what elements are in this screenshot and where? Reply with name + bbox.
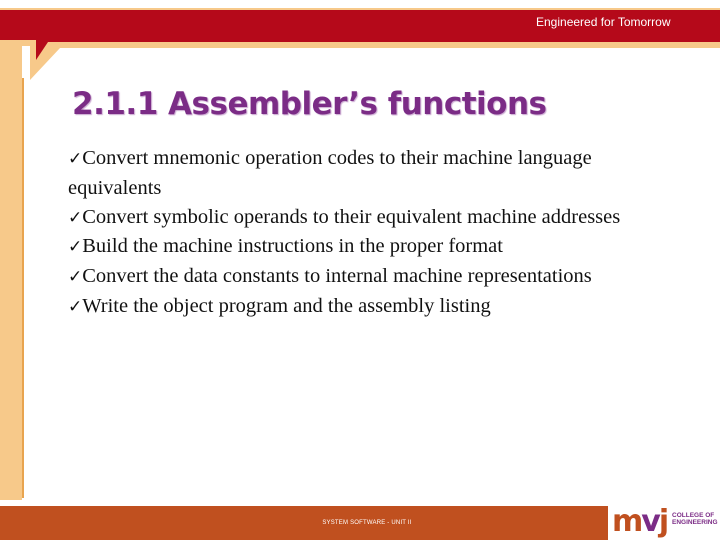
check-icon: ✓ (68, 207, 83, 228)
bullet-item: ✓Write the object program and the assembly listing (68, 294, 491, 317)
bullet-item: ✓Convert the data constants to internal machine representations (68, 265, 592, 288)
logo-mark: mvj (612, 504, 668, 539)
bullet-item: ✓Convert mnemonic operation codes to their machine language equivalents (68, 147, 592, 199)
check-icon: ✓ (68, 237, 83, 258)
logo-line-1: COLLEGE OF (672, 512, 715, 519)
header-tagline: Engineered for Tomorrow (536, 15, 671, 29)
bullet-list (68, 144, 668, 322)
logo-line-2: ENGINEERING (672, 519, 718, 526)
bullet-item: ✓Convert symbolic operands to their equivalent machine addresses (68, 205, 621, 228)
bullet-item: ✓Build the machine instructions in the proper format (68, 235, 503, 258)
college-logo (612, 506, 720, 540)
check-icon: ✓ (68, 296, 83, 317)
footer-text: SYSTEM SOFTWARE - UNIT II (322, 520, 412, 526)
left-frame-bar (0, 44, 22, 500)
left-frame-line (22, 78, 24, 498)
check-icon: ✓ (68, 149, 83, 169)
check-icon: ✓ (68, 267, 83, 288)
slide-title: 2.1.1 Assembler’s functions (72, 86, 547, 122)
